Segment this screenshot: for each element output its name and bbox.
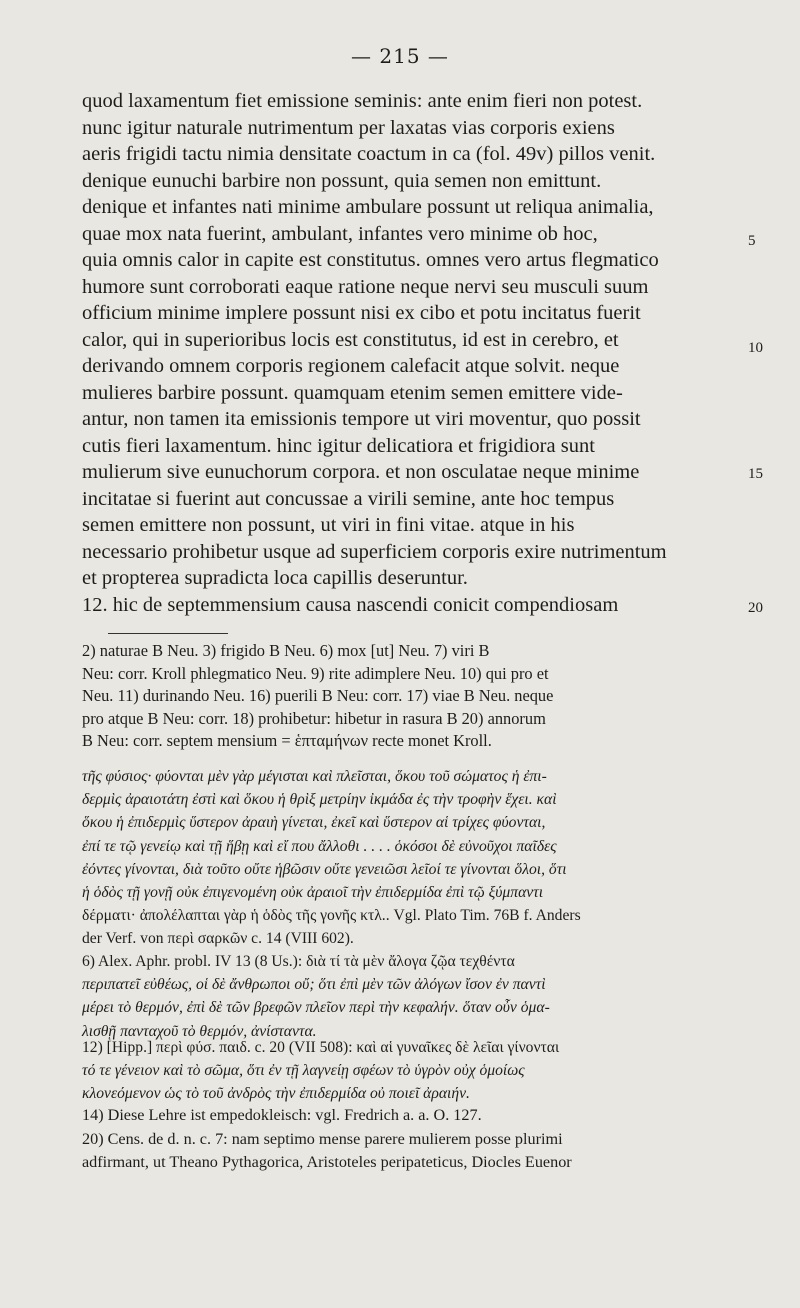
commentary-alexander	[82, 950, 740, 1043]
line-number: 20	[748, 600, 763, 616]
text-line: aeris frigidi tactu nimia densitate coactum in ca (fol. 49v) pillos venit.	[82, 143, 656, 165]
text-line: mulierum sive eunuchorum corpora. et non osculatae neque minime	[82, 461, 640, 483]
commentary-line: 20) Cens. de d. n. c. 7: nam septimo mense parere mulierem posse plurimi	[82, 1130, 563, 1148]
commentary-line: der Verf. von περὶ σαρκῶν c. 14 (VIII 602).	[82, 930, 354, 948]
text-line: incitatae si fuerint aut concussae a virili semine, ante hoc tempus	[82, 487, 615, 510]
apparatus-line: B Neu: corr. septem mensium = ἑπταμήνων recte monet Kroll.	[82, 731, 492, 751]
text-line: denique eunuchi barbire non possunt, quia semen non emittunt.	[82, 169, 602, 192]
text-line: denique et infantes nati minime ambulare possunt ut reliqua animalia,	[82, 196, 654, 218]
text-line: cutis fieri laxamentum. hinc igitur delicatiora et frigidiora sunt	[82, 434, 595, 457]
commentary-line: μέρει τὸ θερμόν, ἐπὶ δὲ τῶν βρεφῶν πλεῖον περὶ τὴν κεφαλήν. ὅταν οὖν ὁμα-	[82, 999, 550, 1017]
commentary-line: τό τε γένειον καὶ τὸ σῶμα, ὅτι ἐν τῇ λαγνείῃ σφέων τὸ ὑγρὸν οὐχ ὁμοίως	[82, 1062, 525, 1080]
text-line: et propterea supradicta loca capillis deseruntur.	[82, 567, 468, 589]
commentary-line: τῆς φύσιος· φύονται μὲν γὰρ μέγισται καὶ πλεῖσται, ὅκου τοῦ σώματος ἡ ἐπι-	[82, 768, 547, 785]
text-line: nunc igitur naturale nutrimentum per laxatas vias corporis exiens	[82, 116, 615, 139]
text-line: calor, qui in superioribus locis est constitutus, id est in cerebro, et	[82, 328, 619, 351]
commentary-line: δερμὶς ἀραιοτάτη ἐστὶ καὶ ὅκου ἡ θρὶξ μετρίην ἰκμάδα ἐς τὴν τροφὴν ἕχει. καὶ	[82, 791, 557, 809]
commentary-line: ὅκου ἡ ἐπιδερμὶς ὕστερον ἀραιὴ γίνεται, ἐκεῖ καὶ ὕστερον αἱ τρίχες φύονται,	[82, 814, 546, 832]
text-line: necessario prohibetur usque ad superficiem corporis exire nutrimentum	[82, 540, 667, 563]
commentary-line: ἐπί τε τῷ γενείῳ καὶ τῇ ἥβῃ καὶ εἴ που ἄλλοθι . . . . ὁκόσοι δὲ εὐνοῦχοι παῖδες	[82, 837, 557, 855]
commentary-hipp-nature-child	[82, 1036, 740, 1106]
commentary-line: ἡ ὁδὸς τῇ γονῇ οὐκ ἐπιγενομένη οὐκ ἀραιοῖ τὴν ἐπιδερμίδα ἐπὶ τῷ ξύμπαντι	[82, 884, 544, 902]
commentary-line: λισθῇ πανταχοῦ τὸ θερμόν, ἀνίσταντα.	[82, 1022, 317, 1040]
apparatus-line: pro atque B Neu: corr. 18) prohibetur: hibetur in rasura B 20) annorum	[82, 708, 546, 728]
text-line: derivando omnem corporis regionem calefacit atque solvit. neque	[82, 355, 620, 377]
text-line: quia omnis calor in capite est constitutus. omnes vero artus flegmatico	[82, 249, 659, 271]
commentary-line: δέρματι· ἀπολέλαπται γὰρ ἡ ὁδὸς τῆς γονῆς κτλ.. Vgl. Plato Tim. 76B f. Anders	[82, 907, 581, 925]
main-text	[82, 88, 740, 618]
page-number: — 215 —	[351, 44, 449, 68]
text-line: officium minime implere possunt nisi ex cibo et potu incitatus fuerit	[82, 302, 641, 324]
text-line: antur, non tamen ita emissionis tempore ut viri moventur, quo possit	[82, 408, 641, 430]
apparatus-line: 2) naturae B Neu. 3) frigido B Neu. 6) mox [ut] Neu. 7) viri B	[82, 641, 490, 660]
text-line: semen emittere non possunt, ut viri in fini vitae. atque in his	[82, 514, 575, 536]
text-line: humore sunt corroborati eaque ratione neque nervi seu musculi suum	[82, 275, 649, 298]
critical-apparatus	[82, 640, 740, 753]
line-number: 15	[748, 466, 763, 482]
commentary-hippocrates	[82, 765, 740, 951]
commentary-line: 12) [Hipp.] περὶ φύσ. παιδ. c. 20 (VII 508): καὶ αἱ γυναῖκες δὲ λεῖαι γίνονται	[82, 1039, 560, 1056]
commentary-line: adfirmant, ut Theano Pythagorica, Aristoteles peripateticus, Diocles Euenor	[82, 1153, 572, 1172]
commentary-line: 6) Alex. Aphr. probl. IV 13 (8 Us.): διὰ τί τὰ μὲν ἄλογα ζῷα τεχθέντα	[82, 953, 515, 970]
commentary-censorinus	[82, 1128, 740, 1174]
text-line: 12. hic de septemmensium causa nascendi conicit compendiosam	[82, 593, 619, 616]
text-line: quod laxamentum fiet emissione seminis: ante enim fieri non potest.	[82, 90, 643, 112]
line-number: 5	[748, 233, 756, 249]
apparatus-line: Neu: corr. Kroll phlegmatico Neu. 9) rite adimplere Neu. 10) qui pro et	[82, 663, 549, 683]
commentary-line: κλονεόμενον ὡς τὸ τοῦ ἀνδρὸς τὴν ἐπιδερμίδα οὐ ποιεῖ ἀραιήν.	[82, 1085, 470, 1103]
commentary-empedocles	[82, 1104, 740, 1127]
apparatus-line: Neu. 11) durinando Neu. 16) puerili B Neu: corr. 17) viae B Neu. neque	[82, 686, 554, 706]
commentary-line: ἐόντες γίνονται, διὰ τοῦτο οὔτε ἡβῶσιν οὔτε γενειῶσι λεῖοί τε γίνονται ὅλοι, ὅτι	[82, 860, 567, 878]
commentary-line: 14) Diese Lehre ist empedokleisch: vgl. Fredrich a. a. O. 127.	[82, 1106, 482, 1124]
commentary-line: περιπατεῖ εὐθέως, οἱ δὲ ἄνθρωποι οὔ; ὅτι ἐπὶ μὲν τῶν ἀλόγων ἴσον ἐν παντὶ	[82, 976, 546, 994]
text-line: quae mox nata fuerint, ambulant, infantes vero minime ob hoc,	[82, 222, 598, 245]
text-line: mulieres barbire possunt. quamquam etenim semen emittere vide-	[82, 381, 623, 404]
footnote-divider	[108, 633, 228, 634]
line-number: 10	[748, 340, 763, 356]
